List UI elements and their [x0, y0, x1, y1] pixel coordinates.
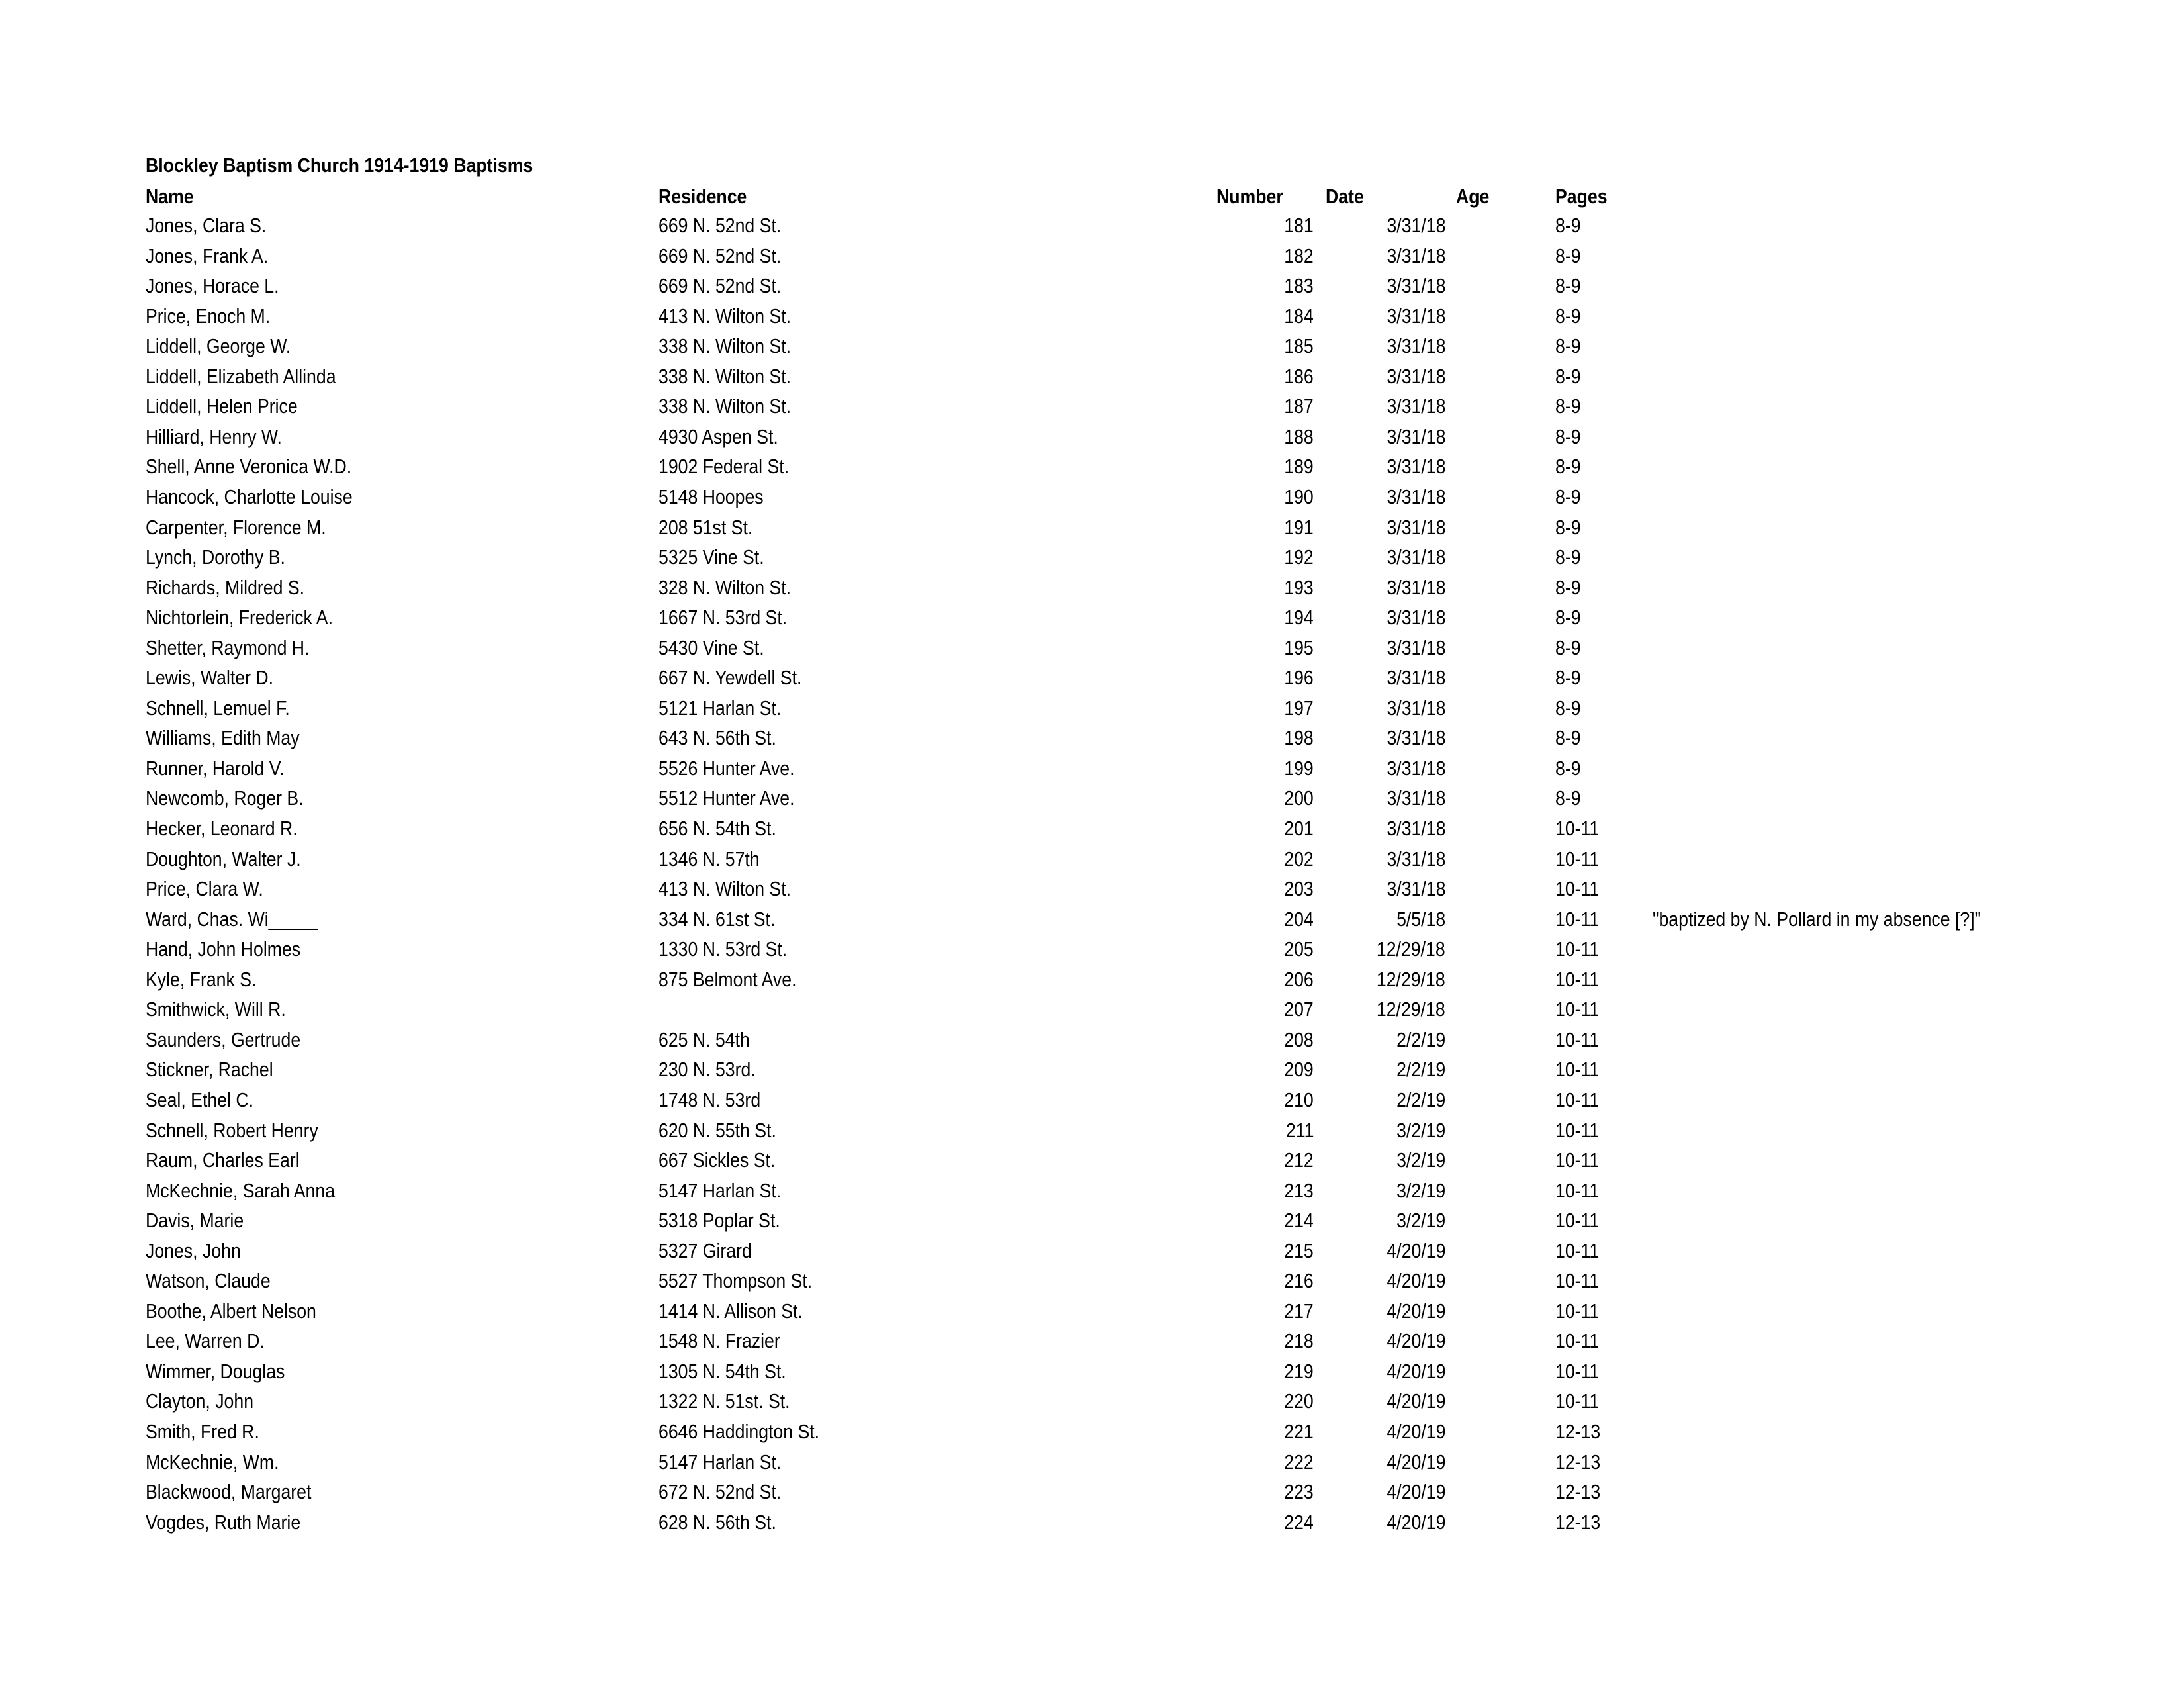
number-cell: 196 — [1284, 666, 1314, 690]
number-cell: 195 — [1284, 635, 1314, 659]
table-row — [0, 1328, 2184, 1358]
residence-cell: 5147 Harlan St. — [659, 1450, 782, 1474]
residence-cell: 5325 Vine St. — [659, 545, 764, 569]
date-cell: 5/5/18 — [1396, 907, 1445, 931]
number-cell: 210 — [1284, 1088, 1314, 1111]
pages-cell: 10-11 — [1555, 937, 1600, 961]
name-cell: Jones, Clara S. — [146, 214, 267, 237]
header-age: Age — [1456, 185, 1490, 208]
date-cell: 4/20/19 — [1387, 1420, 1445, 1443]
residence-cell: 620 N. 55th St. — [659, 1118, 776, 1142]
note-cell: "baptized by N. Pollard in my absence [?]" — [1653, 907, 1981, 931]
date-cell: 3/31/18 — [1387, 424, 1445, 448]
date-cell: 3/31/18 — [1387, 877, 1445, 901]
residence-cell: 643 N. 56th St. — [659, 726, 776, 750]
pages-cell: 10-11 — [1555, 877, 1600, 901]
table-row — [0, 514, 2184, 544]
residence-cell: 338 N. Wilton St. — [659, 334, 792, 358]
residence-cell: 5526 Hunter Ave. — [659, 756, 795, 780]
name-cell: Hecker, Leonard R. — [146, 817, 298, 840]
pages-cell: 8-9 — [1555, 606, 1581, 630]
number-cell: 222 — [1284, 1450, 1314, 1474]
pages-cell: 10-11 — [1555, 1299, 1600, 1323]
residence-cell: 328 N. Wilton St. — [659, 575, 792, 599]
name-cell: Blackwood, Margaret — [146, 1480, 312, 1504]
name-cell: Newcomb, Roger B. — [146, 786, 304, 810]
name-cell: Carpenter, Florence M. — [146, 515, 326, 539]
header-pages: Pages — [1555, 185, 1608, 208]
number-cell: 213 — [1284, 1178, 1314, 1202]
date-cell: 3/2/19 — [1396, 1149, 1445, 1172]
name-cell: Saunders, Gertrude — [146, 1027, 301, 1051]
pages-cell: 8-9 — [1555, 455, 1581, 479]
date-cell: 12/29/18 — [1377, 967, 1445, 991]
number-cell: 218 — [1284, 1329, 1314, 1353]
name-cell: McKechnie, Wm. — [146, 1450, 279, 1474]
name-cell: Hancock, Charlotte Louise — [146, 485, 353, 508]
residence-cell: 413 N. Wilton St. — [659, 877, 792, 901]
residence-cell: 6646 Haddington St. — [659, 1420, 820, 1443]
residence-cell: 672 N. 52nd St. — [659, 1480, 782, 1504]
residence-cell: 5121 Harlan St. — [659, 696, 782, 720]
table-row — [0, 243, 2184, 273]
pages-cell: 10-11 — [1555, 907, 1600, 931]
pages-cell: 12-13 — [1555, 1450, 1601, 1474]
number-cell: 220 — [1284, 1389, 1314, 1413]
date-cell: 3/31/18 — [1387, 334, 1445, 358]
name-cell: Ward, Chas. Wi_____ — [146, 907, 318, 931]
name-cell: Liddell, Helen Price — [146, 395, 298, 418]
name-cell: Boothe, Albert Nelson — [146, 1299, 316, 1323]
date-cell: 4/20/19 — [1387, 1450, 1445, 1474]
pages-cell: 8-9 — [1555, 756, 1581, 780]
pages-cell: 8-9 — [1555, 485, 1581, 508]
table-row — [0, 906, 2184, 936]
residence-cell: 1346 N. 57th — [659, 847, 760, 870]
name-cell: Vogdes, Ruth Marie — [146, 1510, 301, 1534]
date-cell: 3/31/18 — [1387, 847, 1445, 870]
table-row — [0, 544, 2184, 574]
number-cell: 217 — [1284, 1299, 1314, 1323]
date-cell: 3/31/18 — [1387, 545, 1445, 569]
number-cell: 215 — [1284, 1239, 1314, 1262]
date-cell: 4/20/19 — [1387, 1359, 1445, 1383]
pages-cell: 10-11 — [1555, 1209, 1600, 1233]
pages-cell: 8-9 — [1555, 726, 1581, 750]
date-cell: 2/2/19 — [1396, 1058, 1445, 1082]
number-cell: 183 — [1284, 274, 1314, 298]
name-cell: Jones, John — [146, 1239, 241, 1262]
date-cell: 3/31/18 — [1387, 364, 1445, 388]
number-cell: 206 — [1284, 967, 1314, 991]
table-row — [0, 936, 2184, 966]
residence-cell: 1548 N. Frazier — [659, 1329, 780, 1353]
date-cell: 3/31/18 — [1387, 244, 1445, 267]
name-cell: Clayton, John — [146, 1389, 254, 1413]
table-row — [0, 1419, 2184, 1448]
table-row — [0, 1479, 2184, 1509]
residence-cell: 628 N. 56th St. — [659, 1510, 776, 1534]
pages-cell: 10-11 — [1555, 817, 1600, 840]
table-row — [0, 1117, 2184, 1147]
residence-cell: 338 N. Wilton St. — [659, 364, 792, 388]
table-row — [0, 846, 2184, 876]
residence-cell: 334 N. 61st St. — [659, 907, 776, 931]
pages-cell: 8-9 — [1555, 244, 1581, 267]
number-cell: 190 — [1284, 485, 1314, 508]
pages-cell: 8-9 — [1555, 575, 1581, 599]
number-cell: 212 — [1284, 1149, 1314, 1172]
date-cell: 3/31/18 — [1387, 817, 1445, 840]
number-cell: 208 — [1284, 1027, 1314, 1051]
name-cell: Nichtorlein, Frederick A. — [146, 606, 333, 630]
residence-cell: 1322 N. 51st. St. — [659, 1389, 790, 1413]
residence-cell: 669 N. 52nd St. — [659, 244, 782, 267]
date-cell: 3/2/19 — [1396, 1178, 1445, 1202]
residence-cell: 1902 Federal St. — [659, 455, 790, 479]
residence-cell: 5148 Hoopes — [659, 485, 764, 508]
pages-cell: 8-9 — [1555, 304, 1581, 328]
number-cell: 187 — [1284, 395, 1314, 418]
number-cell: 224 — [1284, 1510, 1314, 1534]
number-cell: 211 — [1285, 1118, 1314, 1142]
date-cell: 3/31/18 — [1387, 395, 1445, 418]
date-cell: 3/31/18 — [1387, 696, 1445, 720]
pages-cell: 10-11 — [1555, 1178, 1600, 1202]
residence-cell: 5512 Hunter Ave. — [659, 786, 795, 810]
name-cell: Davis, Marie — [146, 1209, 244, 1233]
header-number: Number — [1216, 185, 1283, 208]
table-row — [0, 1147, 2184, 1177]
number-cell: 204 — [1284, 907, 1314, 931]
pages-cell: 8-9 — [1555, 635, 1581, 659]
date-cell: 3/31/18 — [1387, 786, 1445, 810]
pages-cell: 10-11 — [1555, 847, 1600, 870]
number-cell: 188 — [1284, 424, 1314, 448]
table-row — [0, 876, 2184, 906]
table-row — [0, 363, 2184, 393]
name-cell: Lewis, Walter D. — [146, 666, 274, 690]
date-cell: 3/31/18 — [1387, 606, 1445, 630]
table-row — [0, 1238, 2184, 1268]
pages-cell: 8-9 — [1555, 395, 1581, 418]
number-cell: 194 — [1284, 606, 1314, 630]
residence-cell: 5327 Girard — [659, 1239, 752, 1262]
date-cell: 12/29/18 — [1377, 998, 1445, 1021]
table-row — [0, 393, 2184, 423]
pages-cell: 12-13 — [1555, 1480, 1601, 1504]
number-cell: 200 — [1284, 786, 1314, 810]
residence-cell: 1667 N. 53rd St. — [659, 606, 788, 630]
date-cell: 3/31/18 — [1387, 666, 1445, 690]
date-cell: 3/31/18 — [1387, 455, 1445, 479]
residence-cell: 1414 N. Allison St. — [659, 1299, 803, 1323]
pages-cell: 8-9 — [1555, 424, 1581, 448]
date-cell: 3/31/18 — [1387, 304, 1445, 328]
name-cell: Kyle, Frank S. — [146, 967, 257, 991]
number-cell: 191 — [1284, 515, 1314, 539]
table-row — [0, 1268, 2184, 1297]
residence-cell: 5318 Poplar St. — [659, 1209, 780, 1233]
table-row — [0, 635, 2184, 665]
date-cell: 3/31/18 — [1387, 635, 1445, 659]
table-row — [0, 665, 2184, 694]
name-cell: Shetter, Raymond H. — [146, 635, 310, 659]
document-title: Blockley Baptism Church 1914-1919 Baptisms — [146, 154, 533, 177]
residence-cell: 413 N. Wilton St. — [659, 304, 792, 328]
residence-cell: 230 N. 53rd. — [659, 1058, 756, 1082]
header-date: Date — [1326, 185, 1364, 208]
number-cell: 198 — [1284, 726, 1314, 750]
name-cell: Doughton, Walter J. — [146, 847, 301, 870]
date-cell: 4/20/19 — [1387, 1329, 1445, 1353]
name-cell: Schnell, Lemuel F. — [146, 696, 290, 720]
date-cell: 3/2/19 — [1396, 1209, 1445, 1233]
number-cell: 207 — [1284, 998, 1314, 1021]
date-cell: 4/20/19 — [1387, 1299, 1445, 1323]
name-cell: Price, Enoch M. — [146, 304, 271, 328]
number-cell: 202 — [1284, 847, 1314, 870]
table-row — [0, 1178, 2184, 1207]
name-cell: Smith, Fred R. — [146, 1420, 259, 1443]
pages-cell: 8-9 — [1555, 696, 1581, 720]
date-cell: 4/20/19 — [1387, 1510, 1445, 1534]
table-row — [0, 212, 2184, 242]
residence-cell: 208 51st St. — [659, 515, 753, 539]
table-row — [0, 604, 2184, 634]
table-row — [0, 453, 2184, 483]
table-row — [0, 273, 2184, 303]
number-cell: 182 — [1284, 244, 1314, 267]
name-cell: McKechnie, Sarah Anna — [146, 1178, 336, 1202]
number-cell: 189 — [1284, 455, 1314, 479]
pages-cell: 8-9 — [1555, 364, 1581, 388]
pages-cell: 8-9 — [1555, 786, 1581, 810]
date-cell: 3/31/18 — [1387, 756, 1445, 780]
table-row — [0, 1298, 2184, 1328]
table-row — [0, 333, 2184, 363]
pages-cell: 10-11 — [1555, 1088, 1600, 1111]
pages-cell: 10-11 — [1555, 1269, 1600, 1293]
table-row — [0, 785, 2184, 815]
table-row — [0, 816, 2184, 845]
name-cell: Seal, Ethel C. — [146, 1088, 254, 1111]
table-row — [0, 755, 2184, 785]
number-cell: 205 — [1284, 937, 1314, 961]
name-cell: Lee, Warren D. — [146, 1329, 265, 1353]
residence-cell: 5430 Vine St. — [659, 635, 764, 659]
pages-cell: 8-9 — [1555, 666, 1581, 690]
table-row — [0, 1388, 2184, 1418]
table-row — [0, 1087, 2184, 1117]
residence-cell: 5147 Harlan St. — [659, 1178, 782, 1202]
residence-cell: 667 Sickles St. — [659, 1149, 776, 1172]
date-cell: 4/20/19 — [1387, 1239, 1445, 1262]
number-cell: 223 — [1284, 1480, 1314, 1504]
date-cell: 4/20/19 — [1387, 1389, 1445, 1413]
number-cell: 221 — [1284, 1420, 1314, 1443]
date-cell: 3/31/18 — [1387, 575, 1445, 599]
table-row — [0, 1358, 2184, 1388]
residence-cell: 625 N. 54th — [659, 1027, 750, 1051]
name-cell: Price, Clara W. — [146, 877, 263, 901]
name-cell: Hilliard, Henry W. — [146, 424, 282, 448]
table-row — [0, 1207, 2184, 1237]
residence-cell: 656 N. 54th St. — [659, 817, 776, 840]
pages-cell: 12-13 — [1555, 1420, 1601, 1443]
header-residence: Residence — [659, 185, 747, 208]
table-row — [0, 996, 2184, 1026]
table-row — [0, 695, 2184, 725]
date-cell: 3/31/18 — [1387, 515, 1445, 539]
date-cell: 2/2/19 — [1396, 1027, 1445, 1051]
table-row — [0, 1056, 2184, 1086]
name-cell: Raum, Charles Earl — [146, 1149, 300, 1172]
pages-cell: 10-11 — [1555, 967, 1600, 991]
pages-cell: 10-11 — [1555, 1329, 1600, 1353]
name-cell: Jones, Horace L. — [146, 274, 279, 298]
number-cell: 197 — [1284, 696, 1314, 720]
residence-cell: 669 N. 52nd St. — [659, 214, 782, 237]
number-cell: 201 — [1284, 817, 1314, 840]
table-row — [0, 725, 2184, 755]
date-cell: 4/20/19 — [1387, 1269, 1445, 1293]
date-cell: 3/31/18 — [1387, 485, 1445, 508]
name-cell: Richards, Mildred S. — [146, 575, 305, 599]
residence-cell: 1748 N. 53rd — [659, 1088, 761, 1111]
name-cell: Liddell, George W. — [146, 334, 291, 358]
pages-cell: 8-9 — [1555, 274, 1581, 298]
name-cell: Watson, Claude — [146, 1269, 271, 1293]
table-row — [0, 1509, 2184, 1539]
table-row — [0, 1027, 2184, 1056]
residence-cell: 5527 Thompson St. — [659, 1269, 813, 1293]
number-cell: 192 — [1284, 545, 1314, 569]
name-cell: Hand, John Holmes — [146, 937, 301, 961]
table-row — [0, 424, 2184, 453]
table-row — [0, 484, 2184, 514]
pages-cell: 8-9 — [1555, 545, 1581, 569]
pages-cell: 10-11 — [1555, 1118, 1600, 1142]
number-cell: 186 — [1284, 364, 1314, 388]
residence-cell: 4930 Aspen St. — [659, 424, 778, 448]
residence-cell: 875 Belmont Ave. — [659, 967, 797, 991]
header-name: Name — [146, 185, 194, 208]
table-row — [0, 1449, 2184, 1479]
pages-cell: 12-13 — [1555, 1510, 1601, 1534]
pages-cell: 10-11 — [1555, 1359, 1600, 1383]
name-cell: Stickner, Rachel — [146, 1058, 273, 1082]
pages-cell: 10-11 — [1555, 1239, 1600, 1262]
table-row — [0, 966, 2184, 996]
pages-cell: 10-11 — [1555, 998, 1600, 1021]
number-cell: 193 — [1284, 575, 1314, 599]
pages-cell: 10-11 — [1555, 1058, 1600, 1082]
date-cell: 3/31/18 — [1387, 726, 1445, 750]
date-cell: 2/2/19 — [1396, 1088, 1445, 1111]
residence-cell: 1305 N. 54th St. — [659, 1359, 786, 1383]
name-cell: Smithwick, Will R. — [146, 998, 286, 1021]
name-cell: Shell, Anne Veronica W.D. — [146, 455, 352, 479]
number-cell: 209 — [1284, 1058, 1314, 1082]
residence-cell: 1330 N. 53rd St. — [659, 937, 788, 961]
date-cell: 3/31/18 — [1387, 274, 1445, 298]
date-cell: 12/29/18 — [1377, 937, 1445, 961]
name-cell: Schnell, Robert Henry — [146, 1118, 318, 1142]
pages-cell: 8-9 — [1555, 334, 1581, 358]
pages-cell: 8-9 — [1555, 515, 1581, 539]
table-row — [0, 303, 2184, 333]
pages-cell: 10-11 — [1555, 1027, 1600, 1051]
number-cell: 199 — [1284, 756, 1314, 780]
date-cell: 3/31/18 — [1387, 214, 1445, 237]
pages-cell: 10-11 — [1555, 1389, 1600, 1413]
name-cell: Runner, Harold V. — [146, 756, 285, 780]
date-cell: 4/20/19 — [1387, 1480, 1445, 1504]
name-cell: Wimmer, Douglas — [146, 1359, 285, 1383]
number-cell: 185 — [1284, 334, 1314, 358]
number-cell: 203 — [1284, 877, 1314, 901]
name-cell: Liddell, Elizabeth Allinda — [146, 364, 336, 388]
number-cell: 184 — [1284, 304, 1314, 328]
residence-cell: 669 N. 52nd St. — [659, 274, 782, 298]
name-cell: Williams, Edith May — [146, 726, 300, 750]
pages-cell: 10-11 — [1555, 1149, 1600, 1172]
number-cell: 214 — [1284, 1209, 1314, 1233]
number-cell: 216 — [1284, 1269, 1314, 1293]
residence-cell: 338 N. Wilton St. — [659, 395, 792, 418]
date-cell: 3/2/19 — [1396, 1118, 1445, 1142]
pages-cell: 8-9 — [1555, 214, 1581, 237]
table-row — [0, 575, 2184, 604]
number-cell: 181 — [1284, 214, 1314, 237]
name-cell: Jones, Frank A. — [146, 244, 269, 267]
name-cell: Lynch, Dorothy B. — [146, 545, 285, 569]
number-cell: 219 — [1284, 1359, 1314, 1383]
residence-cell: 667 N. Yewdell St. — [659, 666, 802, 690]
